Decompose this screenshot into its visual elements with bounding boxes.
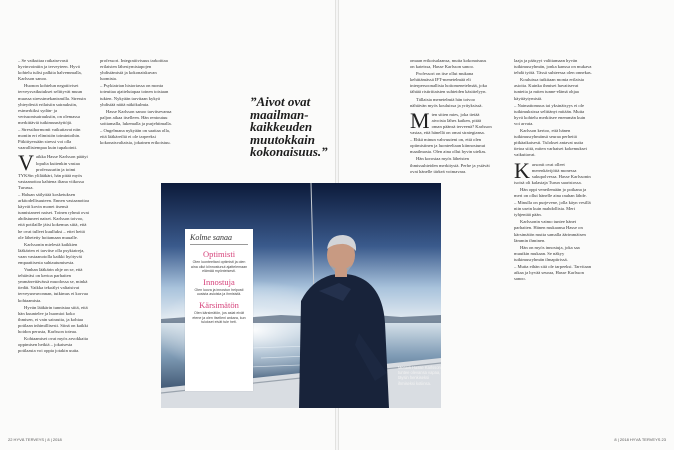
paragraph bbox=[18, 150, 90, 191]
paragraph: omaan erikoisalaansa, mutta kokonaisuus on kateissa, Hasse Karlsson sanoo. bbox=[410, 58, 487, 70]
text-column-3 bbox=[410, 58, 492, 178]
paragraph bbox=[514, 157, 592, 186]
three-words-box bbox=[185, 229, 253, 391]
paragraph: Tällaisia menetelmiä hän toivoo nähtävän myös kouluissa ja yrityksissä. bbox=[410, 96, 483, 108]
paragraph: – Ongelmana nykyään on saattaa olla, että lääkäreiltä ei ole tarpeeksi kokonaisvaltaisia, jokainen erikoistuu. bbox=[100, 128, 171, 146]
paragraph bbox=[410, 107, 492, 136]
paragraph: Professori on itse ollut mukana kehittämässä IFT-menetelmää eli interpersoonallista hoitomenetelmää, joka tähtää ristiriitaisten suhteiden käsittelyyn. bbox=[410, 71, 487, 95]
paragraph: – Haluan säilyttää kosketuksen arkitodellisuuteen. Ennen vastaanottoa käyvät kovin monet itsensä tunnistaneet naiset. Toinen ryhmä ovat ahdistuneet naiset. Karlsson toivoo, että potilaille jäisi kokemus siitä, että he ovat tulleet kuulluksi – ettei heitä ole lähetetty hoitamaan muualle. bbox=[18, 191, 90, 240]
paragraph: – Stressihormonit vaikuttavat niin moniin eri elimistön toimintoihin. Pitkittyessään stressi voi olla vaarallistempaa kuin tupakointi. bbox=[18, 127, 81, 151]
paragraph: professori. Integratiivisuus tarkoittaa erilaisten lähestymistapojen yhdistämistä ja kokonaiskuvan luomista. bbox=[100, 58, 168, 82]
drop-cap: K bbox=[514, 157, 530, 183]
text-column-4 bbox=[514, 58, 592, 438]
sidebar-heading: Optimisti bbox=[202, 249, 236, 259]
paragraph: – Minulla on purjevene, jolla käyn vesillä niin usein kuin mahdollista. Meri tyhjentää pään. bbox=[514, 200, 591, 218]
paragraph: – Mutta eihän sitä ole tarpeeksi. Tarvitaan aikaa ja hyvää seuraa, Hasse Karlsson sanoo. bbox=[514, 264, 592, 282]
paragraph: Karlssonin vaimo tuntee hänet parhaiten. Hänen mukaansa Hasse on kärsimätön mutta samalla äärimmäisen lämmin ihminen. bbox=[514, 219, 586, 243]
paragraph: Huonon kohtelun negatiiviset terveysvaikutukset selittyvät muun muassa stressimekanismilla. Stressin yhteydestä erilaisiin sairauksiin, esimerkiksi sydän- ja verisuonisairauksiin, on olemassa merkittäviä tutkimusnäyttöjä. bbox=[18, 83, 86, 125]
paragraph: Vanhan lääkärin ohje on se, että tehtäväsi on kertoa parhaiten ymmärrettävässä muodossa se, minkä tiedät. Vaikka tekoälyt valtaisivat terveysneuvonnan, tutkimus ei korvaa kohtaamista. bbox=[18, 267, 88, 303]
paragraph: – Naimattomuus tai yksinäisyys ei ole tutkimuksissa selittänyt mitään. Mutta hyvä kohtelu merkitsee enemmän kuin voi arvata. bbox=[514, 102, 586, 126]
paragraph: Kouluissa tutkitaan monia erilaisia asioita. Kuinka ihmiset havaitsevat tunteita ja miten tunne-elämä ohjaa käyttäytymistä. bbox=[514, 77, 584, 101]
paragraph-text: aikka Hasse Karlsson päätyi lopulta kuitenkin vastaa professuuriin ja toimi TYKSin ylilääkäri, hän pitää myös vastaanottoa kahtena iltana viikossa Turussa. bbox=[18, 154, 88, 190]
sidebar-heading: Innostuja bbox=[203, 276, 235, 287]
paragraph: – Se vaikuttaa ratkaisevasti hyvinvointiin ja terveyteen. Hyvä kohtelu tulisi palkita halvemmalla, Karlsson sanoo. bbox=[18, 58, 82, 82]
paragraph: Hyvän lääkärin tunnistaa siitä, että hän kuuntelee ja huomioi koko ihmisen, ei vain sairautta, ja kohtaa potilaan inhimillisesti. Siinä on kaikki hoidon perusta, Karlsson toteaa. bbox=[18, 304, 89, 335]
paragraph: – Psykiatrian historiassa on monta toteuttaa ajattelutapaa toinen toistaan tukien. Nykyään tarvitaan kykyä yhdistää näitä näkökulmia. bbox=[100, 83, 169, 107]
paragraph: Hän oppi veneilemään jo poikana ja meri on ollut hänelle aina rauhan lähde. bbox=[514, 186, 587, 198]
paragraph: Kohtaamiset ovat myös arvokkaita oppimisen hetkiä – jokaisesta potilaasta voi oppia jotakin uutta. bbox=[18, 336, 88, 354]
page-number-right: 8 | 2018 HYVÄ TERVEYS 23 bbox=[614, 437, 666, 442]
divider bbox=[190, 244, 248, 245]
paragraph: Karlssonin mielestä kaikkien lääkärien ei tarvitse olla psykiatreja, vaan vastaanotolla kaikki hyötyvät empaattisesta suhtautumisesta. bbox=[18, 241, 85, 265]
sidebar-text: Olen kärsimätön, jos asiat eivät etene ja olen itselleni ankara, kun tulokset eivät tule heti. bbox=[192, 310, 246, 325]
sidebar-title: Kolme sanaa bbox=[190, 233, 232, 242]
page-number-left: 22 HYVÄ TERVEYS | 8 | 2018 bbox=[8, 437, 62, 442]
sidebar-heading: Kärsimätön bbox=[199, 299, 239, 310]
pull-quote: ”Aivot ovat maailmankaikkeuden muutokkain kokonaisuus.” bbox=[250, 94, 328, 159]
paragraph: Hän on myös innostuja, joka saa muutkin mukaan. Se näkyy tutkimusryhmän ilmapiirissä. bbox=[514, 244, 580, 262]
paragraph: Hän korostaa myös läheisten ihmissuhteiden merkitystä. Perhe ja ystävät ovat hänelle tärkeä voimavara. bbox=[410, 156, 490, 174]
photo-caption: Meraiili Hasse Karlsson tuntee olevansa vapaa, täysin henkiseksi ihmiseksi kotiinsa. bbox=[398, 365, 441, 386]
paragraph: laaja ja pääsyyt valittamaan hyvän tutkimusryhmän, jonka kanssa on mukava tehdä työtä. Tässä suhteessa olen onnekas. bbox=[514, 58, 592, 76]
sidebar-text: Olen luonteeltani optimisti ja olen aina ollut kiinnostunut ajattelemaan elämää myönteisesti. bbox=[190, 260, 248, 274]
drop-cap: M bbox=[410, 107, 430, 133]
text-column-2 bbox=[100, 58, 172, 178]
sidebar-text: Olen luova ja innostun helposti uusista asioista ja ihmisistä. bbox=[194, 287, 244, 297]
paragraph-text: arsonit ovat olleet merenkävijöitä monessa sukupolvessa. Hasse Karlssonin isoisä oli kalastaja Turun saaristossa. bbox=[514, 161, 591, 185]
text-column-1 bbox=[18, 58, 90, 438]
paragraph: Hasse Karlsson sanoo tarvitsevansa paljon aikaa itselleen. Hän rentoutuu soittamalla, lukemalla ja purjehtimalla. bbox=[100, 108, 172, 126]
paragraph-text: ten sitten mies, joka tietää aivoista lähes kaiken, pitää oman päänsä terveenä? Karlsson vastaa, että hänellä on omat strategiansa. bbox=[410, 111, 492, 136]
paragraph: – Ehkä minun vahvuuteni on, että olen optimistinen ja luonteeltaan kiinnostunut maailmasta. Olen aina ollut hyvin utelias. bbox=[410, 137, 487, 155]
paragraph: Karlsson kertoo, että hänen tutkimusryhmänsä seuraa perheitä pitkäaikaisesti. Tulokset antavat uutta tietoa siitä, miten varhaiset kokemukset vaikuttavat. bbox=[514, 128, 587, 158]
drop-cap: V bbox=[18, 150, 34, 176]
